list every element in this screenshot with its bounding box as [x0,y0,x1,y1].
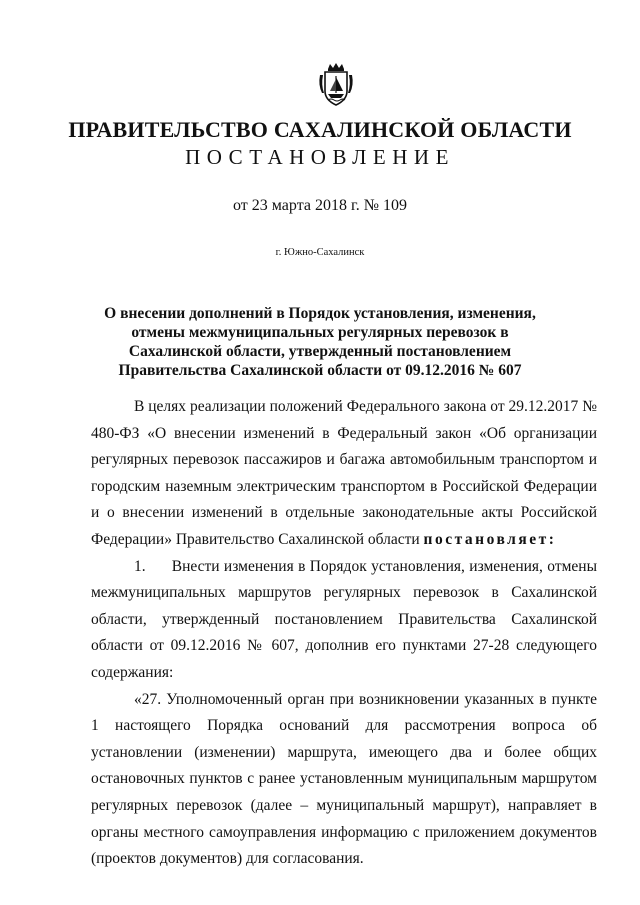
city-name: г. Южно-Сахалинск [275,247,365,258]
resolves-word: постановляет: [423,530,557,548]
preamble-paragraph [91,394,597,554]
date-and-number: от 23 марта 2018 г. № 109 [233,197,407,214]
preamble-text: В целях реализации положений Федерального закона от 29.12.2017 № 480-ФЗ «О внесении изменений в Федеральный закон «Об организации регулярных перевозок пассажиров и багажа автомобильным транспортом и городским наземным электрическим транспортом в Российской Федерации и о внесении изменений в отдельные законодательные акты Российской Федерации» Правительство Сахалинской области [91,398,597,548]
item-27-paragraph: «27. Уполномоченный орган при возникновении указанных в пункте 1 настоящего Порядка оснований для рассмотрения вопроса об установлении (изменении) маршрута, имеющего два и более общих остановочных пунктов с ранее установленным муниципальным маршрутом регулярных перевозок (далее – муниципальный маршрут), направляет в органы местного самоуправления информацию с приложением документов (проектов документов) для согласования. [91,690,597,868]
document-body [91,394,597,873]
coat-of-arms-icon [318,63,354,107]
item-1-paragraph: 1. Внести изменения в Порядок установления, изменения, отмены межмуниципальных маршрутов регулярных перевозок в Сахалинской области, утвержденный постановлением Правительства Сахалинской области от 09.12.2016 № 607, дополнив его пунктами 27-28 следующего содержания: [91,557,597,681]
document-title: О внесении дополнений в Порядок установления, изменения, отмены межмуниципальных регулярных перевозок в Сахалинской области, утвержденный постановлением Правительства Сахалинской области от 09.12.2016 № 607 [104,305,536,379]
organization-name: ПРАВИТЕЛЬСТВО САХАЛИНСКОЙ ОБЛАСТИ [68,117,572,142]
document-type: ПОСТАНОВЛЕНИЕ [185,145,455,169]
